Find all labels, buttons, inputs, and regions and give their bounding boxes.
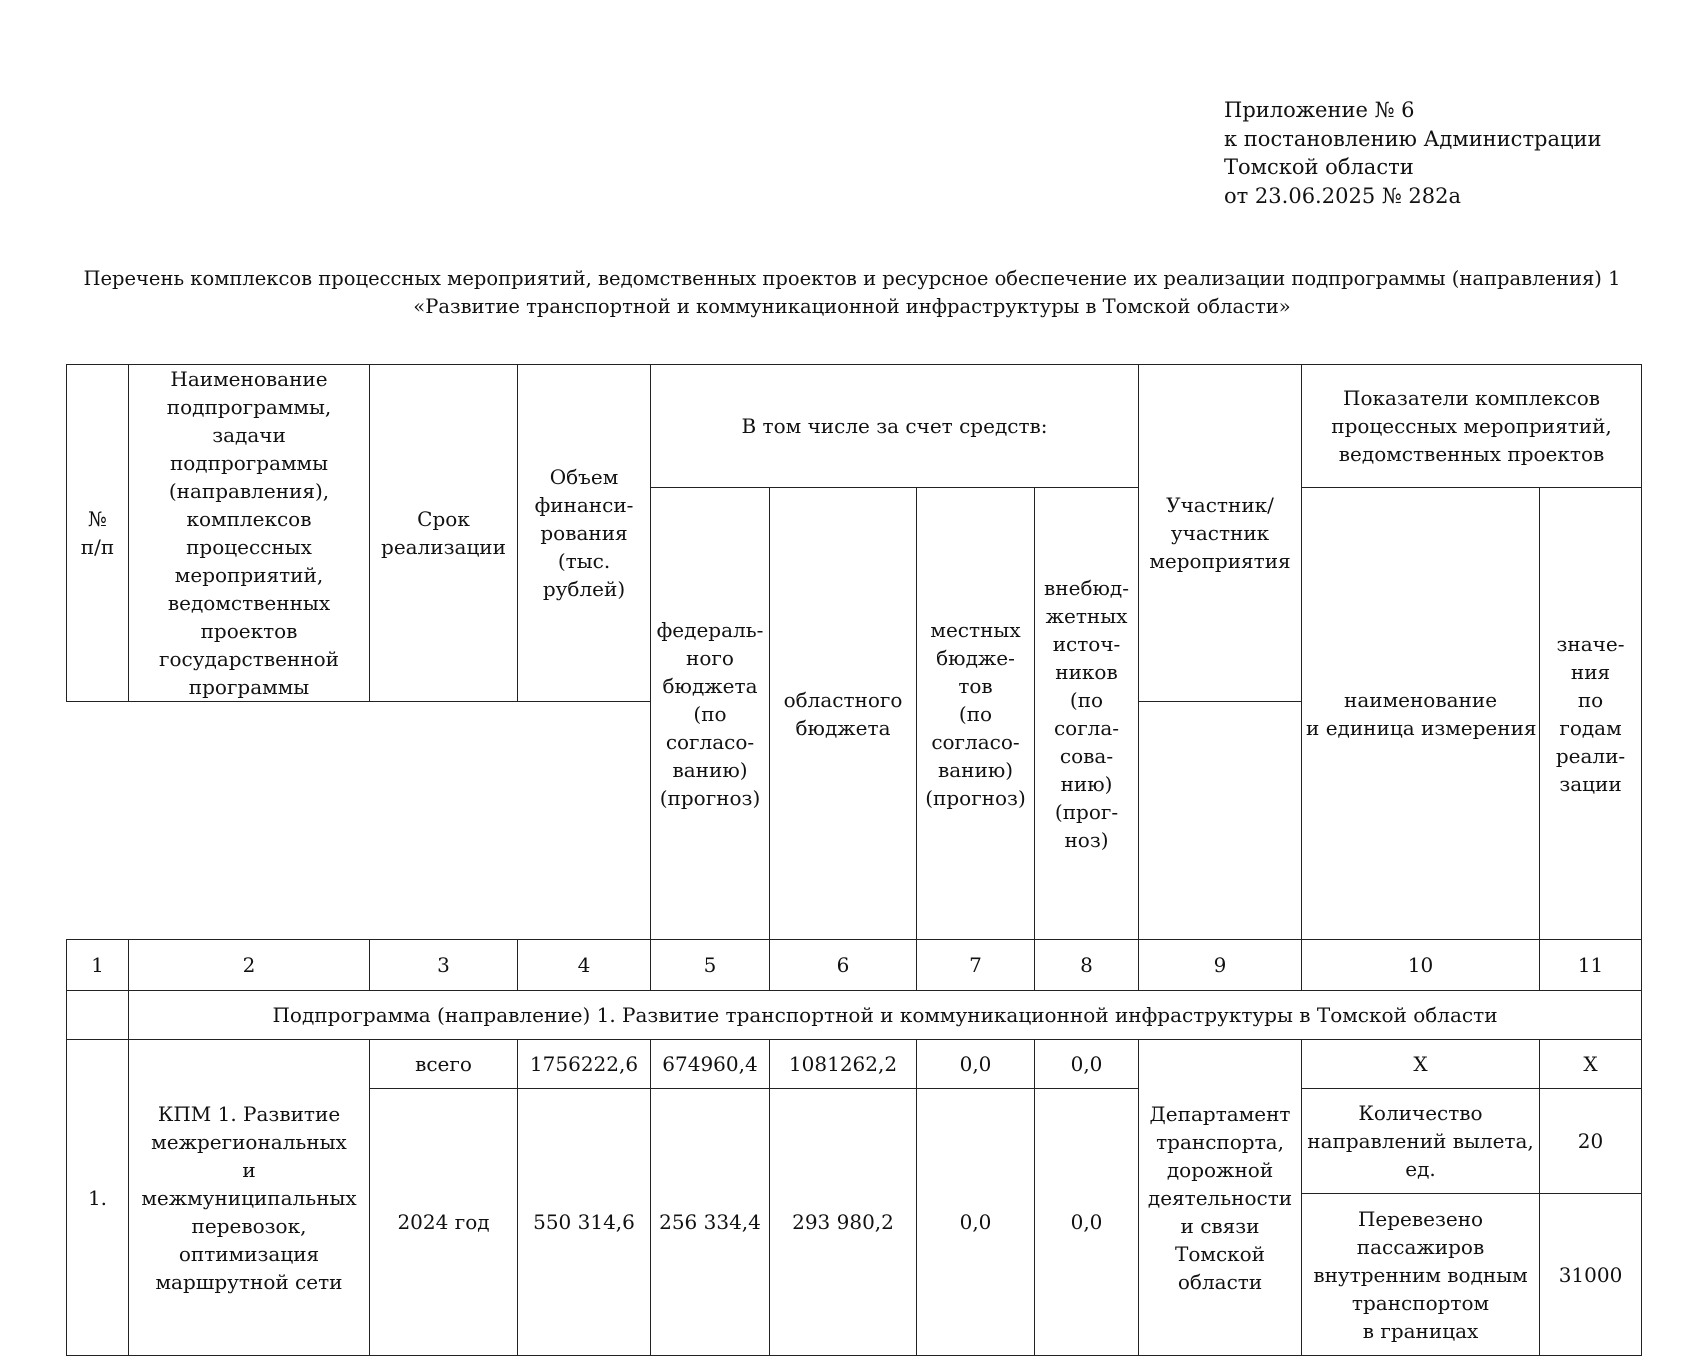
text-line: источ-	[1052, 631, 1121, 656]
text-line: зации	[1559, 771, 1622, 796]
text-line: согласо-	[665, 729, 755, 754]
text-line: бюджета	[662, 673, 758, 698]
text-line: финанси-	[534, 493, 634, 517]
text-line: (направления),	[168, 479, 330, 503]
subprogram-title: Подпрограмма (направление) 1. Развитие транспортной и коммуникационной инфраструктуры в Томской области	[129, 991, 1642, 1040]
text-line: дорожной	[1166, 1157, 1274, 1182]
cell-indicator-value-total: Х	[1540, 1040, 1642, 1089]
subprogram-empty-cell	[67, 991, 129, 1040]
text-line: подпрограммы	[169, 451, 329, 475]
indicator-value: 20	[1540, 1089, 1642, 1194]
text-line: перевозок,	[191, 1213, 307, 1238]
header-indicators	[1302, 365, 1642, 488]
text-line: Показатели комплексов	[1343, 386, 1601, 410]
text-line: реализации	[381, 535, 506, 559]
row-name	[129, 1040, 370, 1356]
title-line: Перечень комплексов процессных мероприятий, ведомственных проектов и ресурсное обеспечение их реализации подпрограммы (направления) 1	[83, 267, 1621, 290]
header-indicator-name	[1302, 488, 1540, 940]
text-line: сова-	[1059, 743, 1114, 768]
text-line: государственной	[159, 647, 339, 671]
cell-local-total: 0,0	[917, 1040, 1035, 1089]
column-number: 2	[129, 940, 370, 991]
column-number: 10	[1302, 940, 1540, 991]
column-number: 9	[1139, 940, 1302, 991]
column-number: 4	[518, 940, 651, 991]
text-line: рублей)	[542, 577, 626, 601]
text-line: транспортом	[1351, 1290, 1490, 1315]
text-line: процессных мероприятий,	[1331, 414, 1612, 438]
cell-federal-2024: 256 334,4	[651, 1089, 770, 1356]
column-number: 6	[770, 940, 917, 991]
text-line: подпрограммы,	[166, 395, 332, 419]
appendix-block	[1224, 96, 1602, 210]
text-line: и	[242, 1157, 256, 1182]
text-line: (прог-	[1054, 799, 1119, 824]
cell-federal-total: 674960,4	[651, 1040, 770, 1089]
column-number: 8	[1035, 940, 1139, 991]
cell-regional-2024: 293 980,2	[770, 1089, 917, 1356]
text-line: годам	[1559, 715, 1622, 740]
text-line: тов	[958, 673, 993, 698]
text-line: области	[1177, 1269, 1263, 1294]
text-line: комплексов	[186, 507, 312, 531]
text-line: пассажиров	[1356, 1234, 1485, 1259]
text-line: местных	[930, 617, 1021, 642]
header-including: В том числе за счет средств:	[651, 365, 1139, 488]
cell-volume-total: 1756222,6	[518, 1040, 651, 1089]
text-line: Наименование	[170, 367, 328, 391]
text-line: Перевезено	[1357, 1206, 1484, 1231]
appendix-line: Приложение № 6	[1224, 98, 1415, 122]
text-line: направлений вылета,	[1307, 1129, 1534, 1153]
appendix-line: к постановлению Администрации	[1224, 126, 1602, 151]
title-line: «Развитие транспортной и коммуникационной инфраструктуры в Томской области»	[413, 295, 1291, 318]
text-line: участник	[1170, 521, 1270, 545]
text-line: ного	[686, 645, 734, 670]
text-line: межрегиональных	[151, 1129, 347, 1154]
text-line: ведомственных проектов	[1338, 442, 1605, 466]
text-line: маршрутной сети	[155, 1269, 343, 1294]
text-line: оптимизация	[178, 1241, 320, 1266]
header-name	[129, 365, 370, 702]
text-line: и связи	[1180, 1213, 1260, 1238]
text-line: п/п	[80, 535, 115, 559]
text-line: Объем	[549, 465, 619, 489]
header-offbudget	[1035, 488, 1139, 940]
cell-term-total: всего	[370, 1040, 518, 1089]
text-line: рования	[540, 521, 628, 545]
document-title	[66, 265, 1638, 321]
text-line: процессных	[186, 535, 312, 559]
text-line: согласо-	[931, 729, 1020, 754]
column-number: 7	[917, 940, 1035, 991]
header-num	[67, 365, 129, 702]
text-line: бюджета	[795, 715, 891, 740]
text-line: межмуниципальных	[141, 1185, 357, 1210]
cell-term-2024: 2024 год	[370, 1089, 518, 1356]
row-participant	[1139, 1040, 1302, 1356]
text-line: задачи	[212, 423, 286, 447]
cell-offbudget-total: 0,0	[1035, 1040, 1139, 1089]
appendix-line: Томской области	[1224, 155, 1414, 179]
appendix-line: от 23.06.2025 № 282а	[1224, 183, 1461, 208]
text-line: и единица измерения	[1306, 715, 1537, 740]
text-line: внебюд-	[1044, 575, 1129, 600]
indicator-value: 31000	[1540, 1194, 1642, 1356]
text-line: КПМ 1. Развитие	[157, 1101, 341, 1126]
text-line: ванию)	[937, 757, 1014, 782]
text-line: ния	[1570, 659, 1611, 684]
text-line: мероприятия	[1149, 549, 1291, 573]
text-line: ников	[1055, 659, 1118, 684]
text-line: федераль-	[656, 617, 764, 642]
text-line: (по	[958, 701, 993, 726]
text-line: Департамент	[1149, 1101, 1291, 1126]
header-volume	[518, 365, 651, 702]
text-line: мероприятий,	[174, 563, 324, 587]
column-number: 11	[1540, 940, 1642, 991]
cell-offbudget-2024: 0,0	[1035, 1089, 1139, 1356]
text-line: (по	[693, 701, 727, 726]
text-line: областного	[783, 687, 903, 712]
text-line: жетных	[1045, 603, 1128, 628]
text-line: ноз)	[1064, 827, 1109, 852]
header-regional	[770, 488, 917, 940]
table-row	[67, 1040, 1642, 1089]
text-line: реали-	[1555, 743, 1626, 768]
row-number: 1.	[67, 1040, 129, 1356]
text-line: транспорта,	[1156, 1129, 1284, 1154]
text-line: значе-	[1556, 631, 1625, 656]
text-line: по	[1577, 687, 1604, 712]
text-line: Количество	[1358, 1101, 1483, 1125]
text-line: согла-	[1053, 715, 1120, 740]
column-number: 1	[67, 940, 129, 991]
text-line: (прогноз)	[925, 785, 1026, 810]
text-line: (тыс.	[557, 549, 611, 573]
cell-local-2024: 0,0	[917, 1089, 1035, 1356]
cell-volume-2024: 550 314,6	[518, 1089, 651, 1356]
header-participant	[1139, 365, 1302, 702]
text-line: (прогноз)	[659, 785, 761, 810]
text-line: бюдже-	[936, 645, 1015, 670]
text-line: ванию)	[672, 757, 748, 782]
text-line: Участник/	[1166, 493, 1274, 517]
text-line: наименование	[1344, 687, 1498, 712]
header-indicator-values	[1540, 488, 1642, 940]
text-line: программы	[188, 675, 310, 699]
header-term	[370, 365, 518, 702]
indicator-name	[1302, 1194, 1540, 1356]
header-local	[917, 488, 1035, 940]
subprogram-row	[67, 991, 1642, 1040]
text-line: нию)	[1060, 771, 1113, 796]
text-line: Томской	[1175, 1241, 1266, 1266]
text-line: проектов	[200, 619, 298, 643]
text-line: №	[88, 507, 107, 531]
text-line: в границах	[1362, 1318, 1479, 1343]
text-line: (по	[1069, 687, 1104, 712]
text-line: ведомственных	[167, 591, 331, 615]
column-number-row	[67, 940, 1642, 991]
header-federal	[651, 488, 770, 940]
cell-indicator-name-total: Х	[1302, 1040, 1540, 1089]
column-number: 5	[651, 940, 770, 991]
column-number: 3	[370, 940, 518, 991]
text-line: деятельности	[1147, 1185, 1293, 1210]
text-line: Срок	[417, 507, 470, 531]
indicator-name	[1302, 1089, 1540, 1194]
cell-regional-total: 1081262,2	[770, 1040, 917, 1089]
text-line: внутренним водным	[1313, 1262, 1528, 1287]
text-line: ед.	[1405, 1157, 1436, 1181]
program-table	[66, 364, 1642, 1356]
